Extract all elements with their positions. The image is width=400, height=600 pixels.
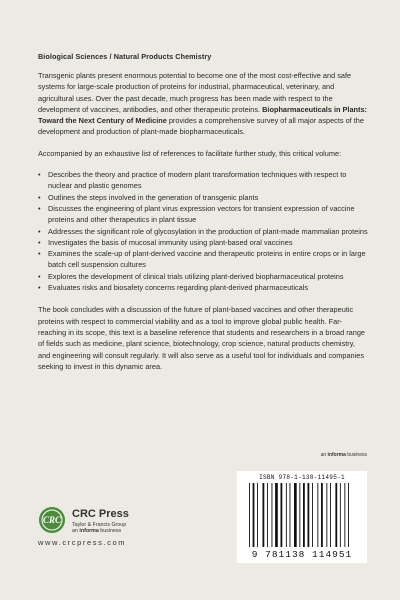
feature-item: • Addresses the significant role of glycosylation in the production of plant-made mammalian proteins	[38, 226, 368, 237]
informa-suffix: business	[345, 452, 367, 458]
informa-prefix: an	[320, 452, 328, 458]
feature-item: • Discusses the engineering of plant virus expression vectors for transient expression of vaccine proteins and other therapeutics in plant tissue	[38, 203, 368, 226]
publisher-group: Taylor & Francis Group	[72, 522, 127, 528]
intro-paragraph	[38, 70, 368, 138]
website-url[interactable]: www.crcpress.com	[38, 538, 127, 547]
list-intro: Accompanied by an exhaustive list of references to facilitate further study, this critical volume:	[38, 148, 342, 158]
description-body	[38, 70, 368, 382]
feature-item: • Outlines the steps involved in the generation of transgenic plants	[38, 192, 368, 203]
publisher-informa-word: informa	[79, 528, 99, 534]
informa-word: informa	[327, 452, 346, 458]
barcode-digits: 9 781138 114951	[251, 549, 353, 560]
feature-list	[38, 169, 368, 293]
closing-paragraph: The book concludes with a discussion of the future of plant-based vaccines and other therapeutic proteins with respect to commercial viability and as a tool to improve global public health. Far-reaching in its scope, this text is a baseline reference that students and researchers in a broad range of fields such as medicine, plant science, biotechnology, crop science, natural products chemistry, and engineering will consult regularly. It will also serve as a useful tool for individuals and companies seeking to invest in this dynamic area.	[38, 305, 365, 371]
crc-logo-text: CRC	[42, 515, 62, 525]
publisher-informa-tag	[72, 528, 121, 534]
informa-business-tag	[321, 452, 367, 458]
feature-item: • Describes the theory and practice of modern plant transformation techniques with respect to nuclear and plastic genomes	[38, 169, 368, 192]
isbn-label: ISBN 978-1-138-11495-1	[259, 474, 345, 481]
publisher-informa-prefix: an	[72, 528, 80, 534]
barcode-icon	[249, 483, 355, 549]
crc-logo-icon	[38, 506, 66, 534]
category-label: Biological Sciences / Natural Products Chemistry	[38, 52, 212, 61]
book-title: Biopharmaceuticals in Plants: Toward the Next Century of Medicine	[38, 104, 368, 126]
feature-item: • Explores the development of clinical trials utilizing plant-derived biopharmaceutical proteins	[38, 271, 368, 282]
intro-text-before: Transgenic plants present enormous potential to become one of the most cost-effective and safe systems for large-scale production of proteins for industrial, pharmaceutical, veterinary, and agricultural uses. Over the past decade, much progress has been made with respect to the development of vaccines, antibodies, and other therapeutic proteins.	[38, 71, 352, 114]
feature-item: • Investigates the basis of mucosal immunity using plant-based oral vaccines	[38, 237, 368, 248]
footer	[0, 452, 400, 600]
publisher-name: CRC Press	[72, 508, 129, 520]
publisher-informa-suffix: business	[98, 528, 122, 534]
barcode-block	[237, 471, 367, 563]
feature-item: • Examines the scale-up of plant-derived vaccine and therapeutic proteins in entire crops or in large batch cell suspension cultures	[38, 248, 368, 271]
feature-item: • Evaluates risks and biosafety concerns regarding plant-derived pharmaceuticals	[38, 282, 368, 293]
intro-text-after: provides a comprehensive survey of all major aspects of the development and production of plant-made biopharmaceuticals.	[38, 116, 364, 137]
